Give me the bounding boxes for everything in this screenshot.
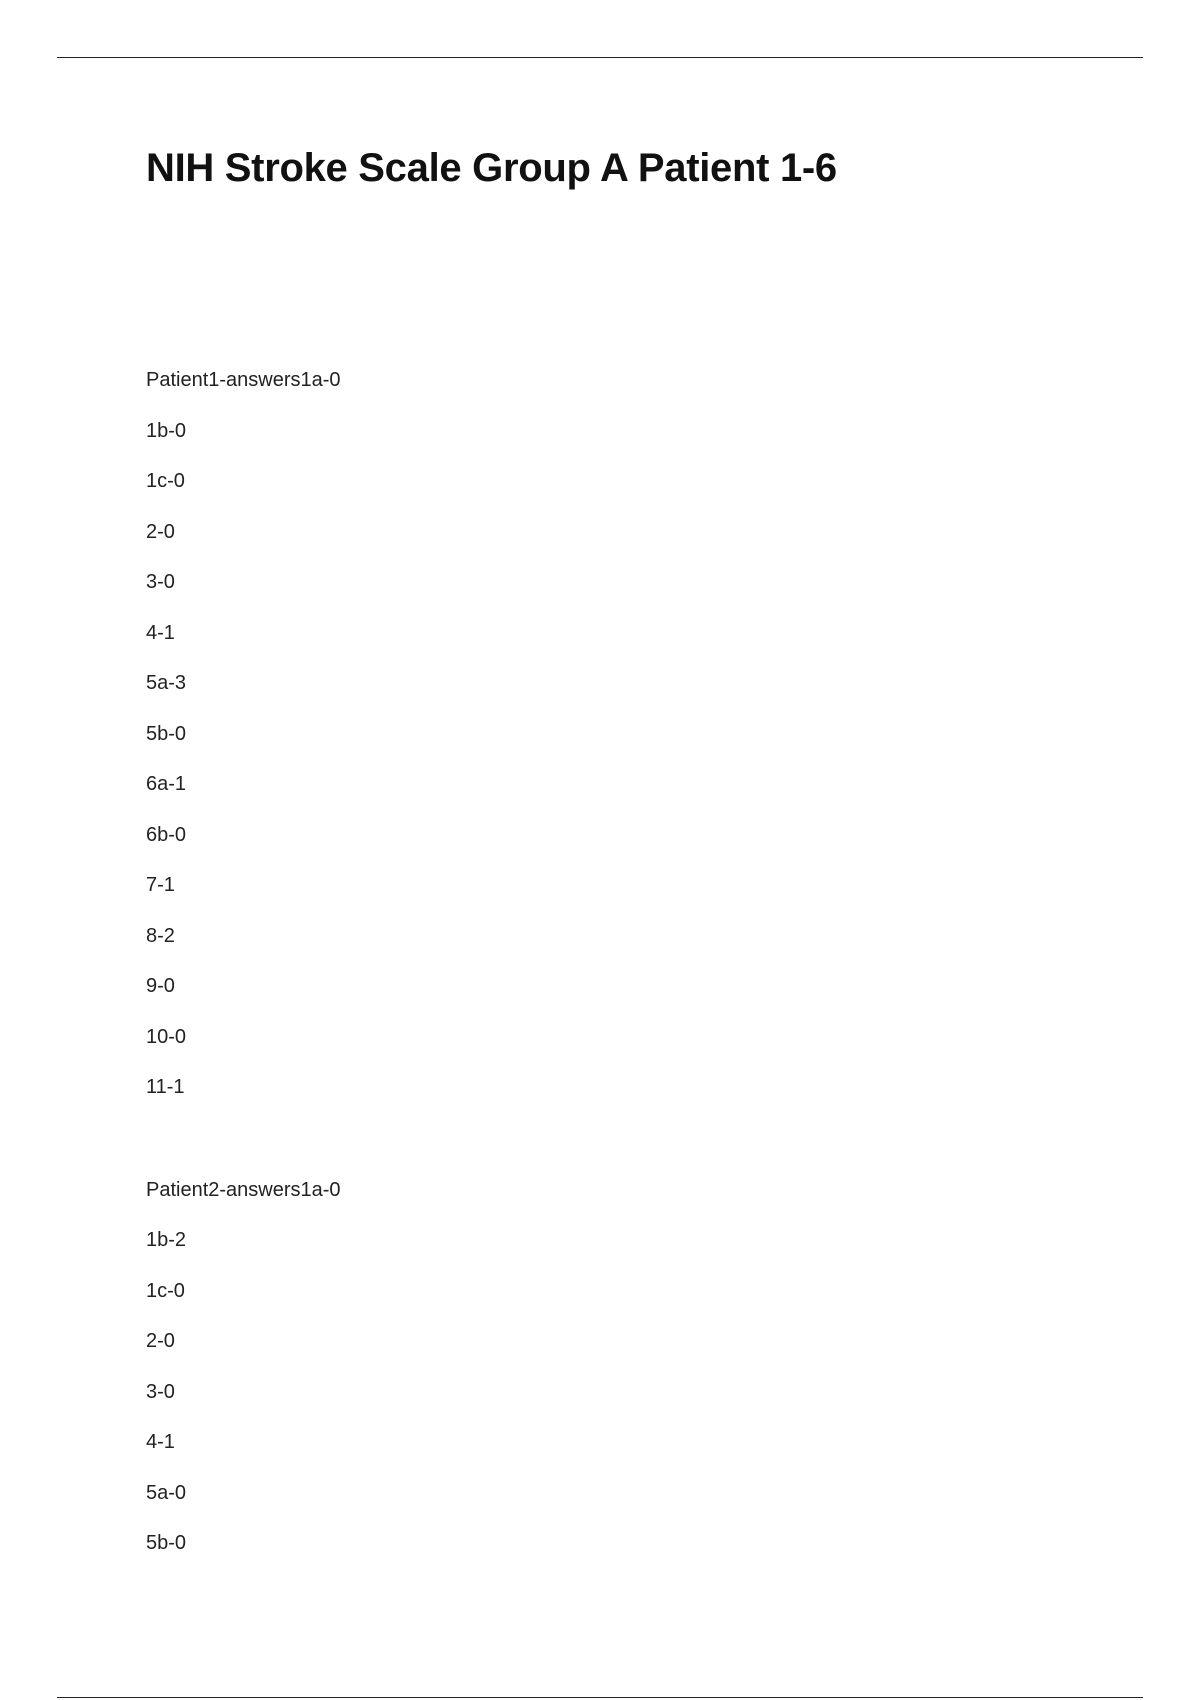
- answer-line: 1b-2: [146, 1229, 187, 1251]
- answer-line: 5a-3: [146, 672, 187, 694]
- answer-line: 4-1: [146, 621, 175, 644]
- answer-line: 5a-0: [146, 1481, 187, 1504]
- page-title: NIH Stroke Scale Group A Patient 1-6: [146, 146, 837, 190]
- answer-line: 1c-0: [146, 470, 185, 492]
- answer-line: Patient2-answers1a-0: [146, 1178, 341, 1201]
- answer-line: 3-0: [146, 1380, 175, 1403]
- answer-line: 2-0: [146, 1330, 175, 1352]
- answer-line: 6b-0: [146, 823, 187, 846]
- header-rule: [57, 57, 1143, 58]
- answer-line: 5b-0: [146, 722, 187, 745]
- answer-line: 6a-1: [146, 773, 187, 795]
- answer-line: 5b-0: [146, 1532, 187, 1554]
- answer-line: 9-0: [146, 975, 175, 997]
- answer-list: [146, 366, 1046, 1580]
- answer-line: 2-0: [146, 520, 175, 543]
- answer-line: 4-1: [146, 1431, 175, 1453]
- answer-line: 8-2: [146, 924, 175, 947]
- answer-line: 3-0: [146, 571, 175, 593]
- answer-line: 1c-0: [146, 1279, 185, 1302]
- patient-2-answers: [146, 1176, 1046, 1580]
- answer-line: 1b-0: [146, 419, 187, 442]
- answer-line: 11-1: [146, 1076, 185, 1098]
- patient-1-answers: [146, 366, 1046, 1124]
- answer-line: 10-0: [146, 1025, 187, 1048]
- answer-line: 7-1: [146, 874, 175, 896]
- footer-rule: [57, 1697, 1143, 1698]
- answer-line: Patient1-answers1a-0: [146, 369, 341, 391]
